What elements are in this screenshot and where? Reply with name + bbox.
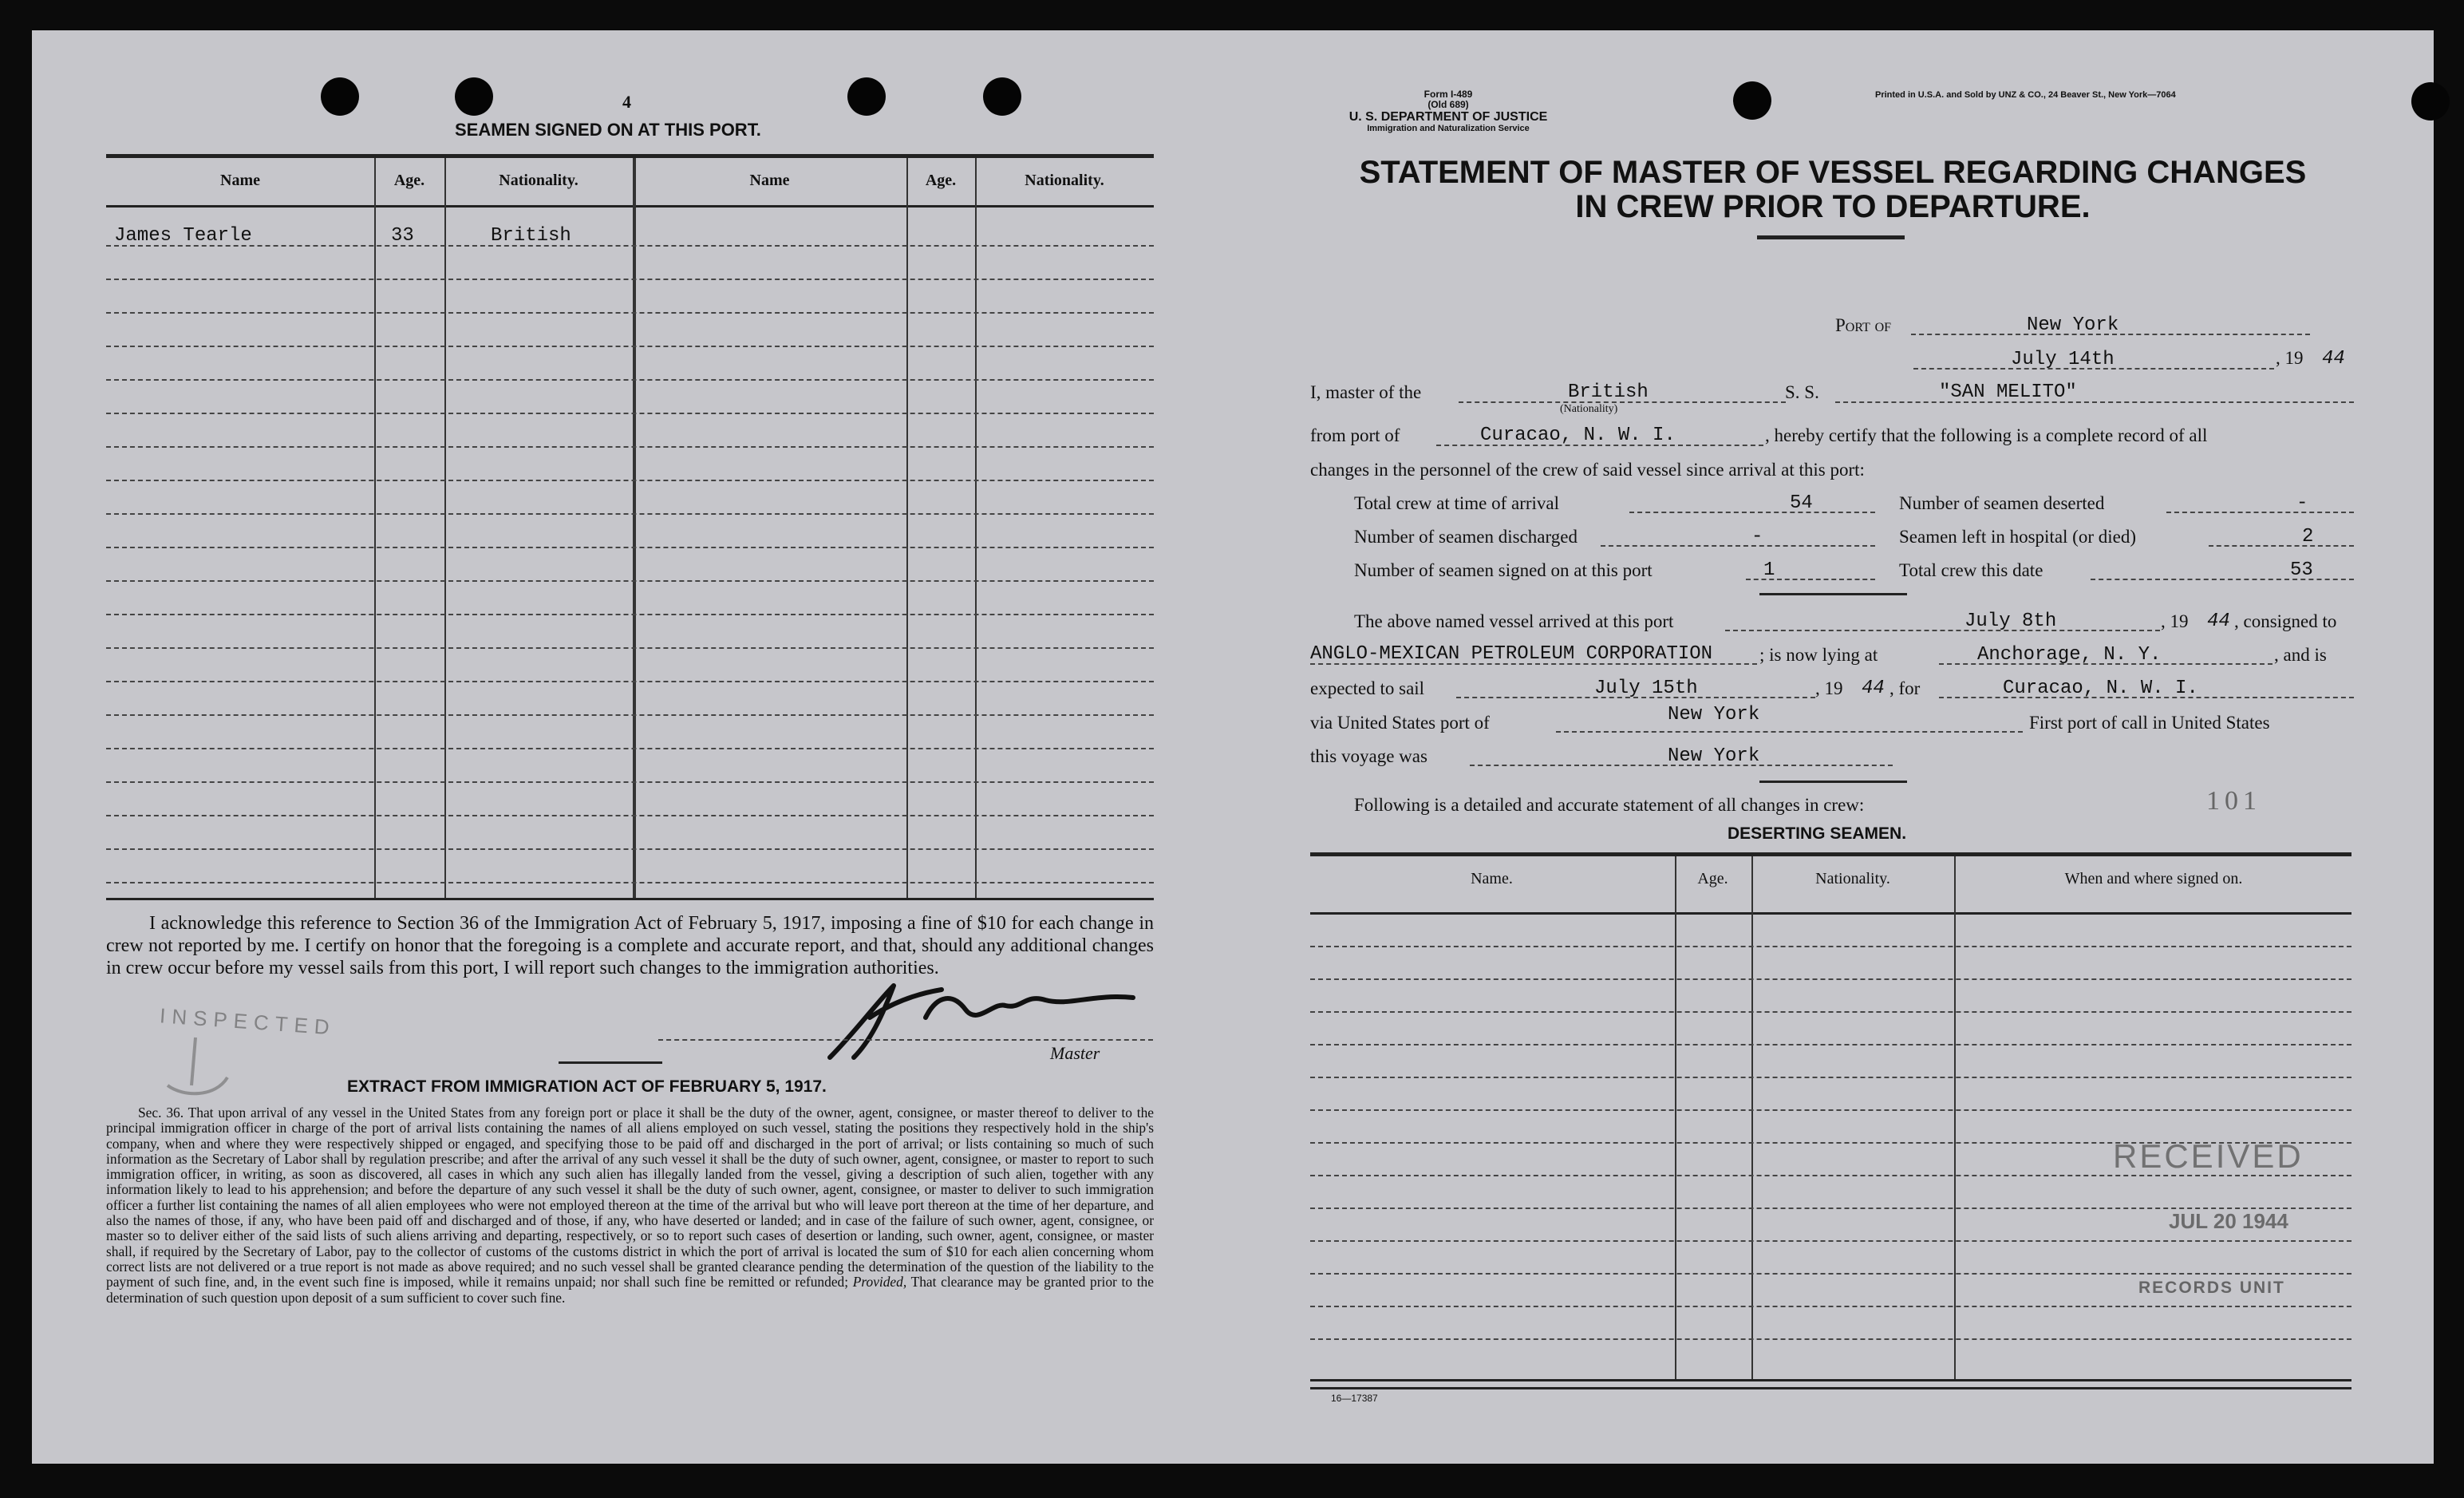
table-row-nationality: British xyxy=(491,225,571,247)
following-label: Following is a detailed and accurate statement of all changes in crew: xyxy=(1354,795,1865,815)
consigned-label: , consigned to xyxy=(2234,611,2337,631)
col-header-name: Name xyxy=(220,172,260,189)
handwritten-code: 101 xyxy=(2206,786,2261,816)
punch-hole xyxy=(2411,82,2450,121)
arrived-year: 44 xyxy=(2207,611,2230,632)
expected-date: July 15th xyxy=(1594,678,1698,699)
deserting-heading: DESERTING SEAMEN. xyxy=(1728,824,1907,843)
punch-hole xyxy=(983,77,1021,116)
received-stamp: RECEIVED xyxy=(2113,1137,2304,1175)
seamen-signed-heading: SEAMEN SIGNED ON AT THIS PORT. xyxy=(455,120,761,140)
hospital-label: Seamen left in hospital (or died) xyxy=(1899,527,2137,547)
discharged-value: - xyxy=(1751,526,1763,547)
total-crew-date-label: Total crew this date xyxy=(1899,560,2043,580)
consignee-value: ANGLO-MEXICAN PETROLEUM CORPORATION xyxy=(1310,643,1713,665)
arrived-label: The above named vessel arrived at this port xyxy=(1354,611,1674,631)
page-number: 4 xyxy=(622,92,631,112)
punch-hole xyxy=(455,77,493,116)
destination-value: Curacao, N. W. I. xyxy=(2003,678,2198,699)
title-line-1: STATEMENT OF MASTER OF VESSEL REGARDING CHANGES xyxy=(1359,155,2307,190)
form-title xyxy=(1310,156,2355,224)
form-old-number: (Old 689) xyxy=(1427,99,1469,110)
desert-col-age: Age. xyxy=(1697,870,1728,887)
service: Immigration and Naturalization Service xyxy=(1367,124,1530,133)
hospital-value: 2 xyxy=(2302,526,2314,547)
total-crew-date-value: 53 xyxy=(2290,559,2313,581)
year-prefix: , 19 xyxy=(2276,348,2304,368)
form-header xyxy=(1309,89,1588,134)
footer-code: 16—17387 xyxy=(1331,1393,1378,1404)
punch-hole xyxy=(1733,81,1771,120)
master-of-label: I, master of the xyxy=(1310,382,1422,402)
first-port-label: First port of call in United States xyxy=(2029,713,2270,733)
via-label: via United States port of xyxy=(1310,713,1490,733)
vessel-name: "SAN MELITO" xyxy=(1939,381,2077,403)
lying-at-value: Anchorage, N. Y. xyxy=(1977,644,2162,666)
desert-col-name: Name. xyxy=(1471,870,1513,887)
extract-heading: EXTRACT FROM IMMIGRATION ACT OF FEBRUARY 5, 1917. xyxy=(347,1077,827,1096)
ss-label: S. S. xyxy=(1785,382,1819,402)
col-header-age: Age. xyxy=(393,172,425,189)
extract-body: That upon arrival of any vessel in the United States from any foreign port or place it shall be the duty of the owner, agent, consignee, or master thereof to deliver to the principal immigration officer in charge of the port of arrival lists containing the names of all aliens employed on such vessel, stating the positions they respectively hold in the ship's company, when and where they were respectively shipped or engaged, and specifying those to be paid off and discharged in the port of arrival; or lists containing so much of such information as the Secretary of Labor shall by regulation prescribe; and after the arrival of any such vessel it shall be the duty of such owner, agent, consignee, or master to report to such immigration officer, in writing, as soon as discovered, all cases in which any such alien has illegally landed from the vessel, giving a description of such alien, together with any information likely to lead to his apprehension; and before the departure of any such vessel it shall be the duty of such owner, agent, consignee, or master to deliver to such immigration officer a further list containing the names of all alien employees who were not employed thereon at the time of the arrival but who will leave port thereon at the time of her departure, and also the names of those, if any, who have been paid off and discharged and of those, if any, who have deserted or landed; and in case of the failure of such owner, agent, consignee, or master so to deliver either of the said lists of such aliens arriving and departing, respectively, or so to report such cases of desertion or landing, such owner, agent, consignee, or master shall, if required by the Secretary of Labor, pay to the collector of customs of the customs district in which the port of arrival is located the sum of $10 for each alien concerning whom correct lists are not delivered or a true report is not made as above required; and no such vessel shall be granted clearance pending the determination of the question of the liability to the payment of such fine, and, in the event such fine is imposed, while it remains unpaid; nor shall such fine be remitted or refunded; xyxy=(106,1105,1155,1290)
for-label: , for xyxy=(1889,678,1921,698)
title-line-2: IN CREW PRIOR TO DEPARTURE. xyxy=(1575,189,2091,224)
arrived-date: July 8th xyxy=(1964,611,2057,632)
master-signature xyxy=(806,970,1157,1065)
master-label: Master xyxy=(1050,1043,1100,1063)
deserted-label: Number of seamen deserted xyxy=(1899,493,2105,513)
nationality-caption: (Nationality) xyxy=(1560,403,1618,415)
expected-label: expected to sail xyxy=(1310,678,1425,698)
via-port-value: New York xyxy=(1668,704,1760,725)
certify-text: , hereby certify that the following is a complete record of all xyxy=(1765,425,2208,445)
extract-italic: Provided, xyxy=(852,1274,907,1290)
changes-text: changes in the personnel of the crew of said vessel since arrival at this port: xyxy=(1310,460,1865,480)
acknowledgement-text: I acknowledge this reference to Section 36 of the Immigration Act of February 5, 1917, imposing a fine of $10 for each change in crew not reported by me. I certify on honor that the foregoing is a complete and accurate report, and that, should any additional changes in crew occur before my vessel sails from this port, I will report such changes to the immigration authorities. xyxy=(106,913,1154,978)
col-header-age-2: Age. xyxy=(925,172,957,189)
year-value: 44 xyxy=(2322,348,2345,370)
lying-label: ; is now lying at xyxy=(1759,645,1878,665)
desert-col-when-where: When and where signed on. xyxy=(2064,870,2243,887)
punch-hole xyxy=(847,77,886,116)
desert-col-nationality: Nationality. xyxy=(1815,870,1890,887)
stamp-mark xyxy=(152,1030,239,1101)
signed-on-label: Number of seamen signed on at this port xyxy=(1354,560,1653,580)
arrived-year-prefix: , 19 xyxy=(2161,611,2189,631)
extract-text xyxy=(106,1105,1154,1306)
inspected-stamp: INSPECTED xyxy=(159,1003,337,1040)
expected-year-prefix: , 19 xyxy=(1815,678,1843,698)
deserted-value: - xyxy=(2296,492,2308,514)
expected-year: 44 xyxy=(1862,678,1885,699)
col-header-nationality-2: Nationality. xyxy=(1025,172,1104,189)
printer-line: Printed in U.S.A. and Sold by UNZ & CO., 24 Beaver St., New York—7064 xyxy=(1875,90,2176,100)
extract-prefix: Sec. 36. xyxy=(138,1105,184,1121)
and-is-label: , and is xyxy=(2274,645,2327,665)
extract-end: That clearance may be granted prior to the determination of such question upon deposit of a sum sufficient to cover such fine. xyxy=(106,1274,1154,1306)
from-port-value: Curacao, N. W. I. xyxy=(1480,425,1676,446)
col-header-nationality: Nationality. xyxy=(499,172,578,189)
department: U. S. DEPARTMENT OF JUSTICE xyxy=(1348,110,1548,124)
received-stamp-date: JUL 20 1944 xyxy=(2169,1209,2288,1233)
date-value: July 14th xyxy=(2011,349,2115,370)
signed-on-value: 1 xyxy=(1763,559,1775,581)
total-crew-arrival-value: 54 xyxy=(1790,492,1813,514)
this-voyage-label: this voyage was xyxy=(1310,746,1427,766)
from-port-label: from port of xyxy=(1310,425,1400,445)
discharged-label: Number of seamen discharged xyxy=(1354,527,1578,547)
records-unit-stamp: RECORDS UNIT xyxy=(2138,1279,2285,1297)
nationality-value: British xyxy=(1568,381,1649,403)
port-of-label: Port of xyxy=(1835,315,1892,335)
form-number: Form I-489 xyxy=(1424,89,1473,100)
table-row-age: 33 xyxy=(391,225,414,247)
first-port-value: New York xyxy=(1668,745,1760,767)
port-of-value: New York xyxy=(2027,314,2119,336)
punch-hole xyxy=(321,77,359,116)
table-row-name: James Tearle xyxy=(114,225,252,247)
total-crew-arrival-label: Total crew at time of arrival xyxy=(1354,493,1560,513)
col-header-name-2: Name xyxy=(749,172,790,189)
